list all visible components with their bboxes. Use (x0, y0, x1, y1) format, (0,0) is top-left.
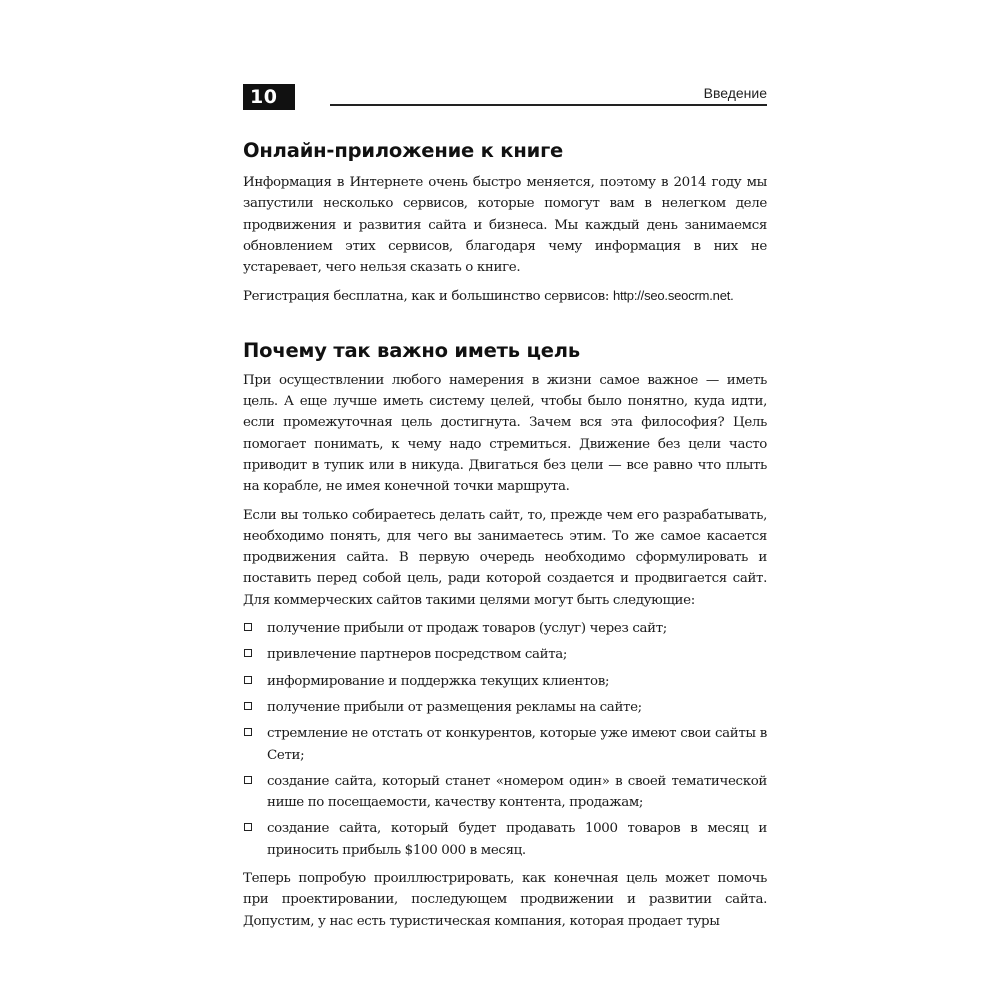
checkbox-bullet-icon (244, 728, 252, 736)
paragraph-online-info: Информация в Интернете очень быстро меняется, поэтому в 2014 году мы запустили несколько сервисов, которые помогут вам в нелегком деле продвижения и развития сайта и бизнеса. Мы каждый день занимаемся обновлением этих сервисов, благодаря чему информация в них не устаревает, чего нельзя сказать о книге. (243, 175, 767, 276)
paragraph-site-purpose: Если вы только собираетесь делать сайт, то, прежде чем его разрабатывать, необходимо понять, для чего вы занимаетесь этим. То же самое касается продвижения сайта. В первую очередь необходимо сформулировать и поставить перед собой цель, ради которой создается и продвигается сайт. Для коммерческих сайтов такими целями могут быть следующие: (243, 507, 767, 608)
goals-list (243, 618, 767, 861)
list-item (243, 723, 767, 766)
paragraph-registration (243, 285, 767, 307)
list-item (243, 644, 767, 665)
section-heading-online-app: Онлайн-приложение к книге (243, 139, 564, 162)
paragraph-illustration: Теперь попробую проиллюстрировать, как конечная цель может помочь при проектировании, последующем продвижении и развитии сайта. Допустим, у нас есть туристическая компания, которая продает туры (243, 871, 767, 929)
list-item-text: информирование и поддержка текущих клиентов; (267, 673, 610, 689)
list-item-text: стремление не отстать от конкурентов, которые уже имеют свои сайты в Сети; (267, 726, 767, 763)
list-item (243, 818, 767, 861)
checkbox-bullet-icon (244, 702, 252, 710)
checkbox-bullet-icon (244, 623, 252, 631)
service-url: http://seo.seocrm.net. (612, 288, 734, 304)
header-rule (330, 104, 767, 106)
registration-text: Регистрация бесплатна, как и большинство сервисов: (243, 289, 610, 305)
list-item-text: получение прибыли от продаж товаров (услуг) через сайт; (267, 621, 667, 637)
section-heading-why-goal: Почему так важно иметь цель (243, 338, 580, 362)
checkbox-bullet-icon (244, 676, 252, 684)
list-item (243, 771, 767, 814)
running-section-title: Введение (703, 85, 767, 101)
page-number: 10 (243, 84, 295, 110)
list-item-text: создание сайта, который станет «номером один» в своей тематической нише по посещаемости, качеству контента, продажам; (267, 773, 767, 811)
book-page (243, 84, 767, 939)
checkbox-bullet-icon (244, 823, 252, 831)
list-item-text: создание сайта, который будет продавать 1000 товаров в месяц и приносить прибыль $100 000 в месяц. (267, 821, 767, 858)
list-item-text: привлечение партнеров посредством сайта; (267, 647, 568, 663)
running-header (243, 84, 767, 110)
list-item-text: получение прибыли от размещения рекламы на сайте; (267, 699, 642, 715)
list-item (243, 618, 767, 639)
paragraph-goal-intro: При осуществлении любого намерения в жизни самое важное — иметь цель. А еще лучше иметь систему целей, чтобы было понятно, куда идти, если промежуточная цель достигнута. Зачем вся эта философия? Цель помогает понимать, к чему надо стремиться. Движение без цели часто приводит в тупик или в никуда. Двигаться без цели — все равно что плыть на корабле, не имея конечной точки маршрута. (243, 372, 767, 495)
list-item (243, 671, 767, 692)
checkbox-bullet-icon (244, 776, 252, 784)
list-item (243, 697, 767, 718)
checkbox-bullet-icon (244, 649, 252, 657)
